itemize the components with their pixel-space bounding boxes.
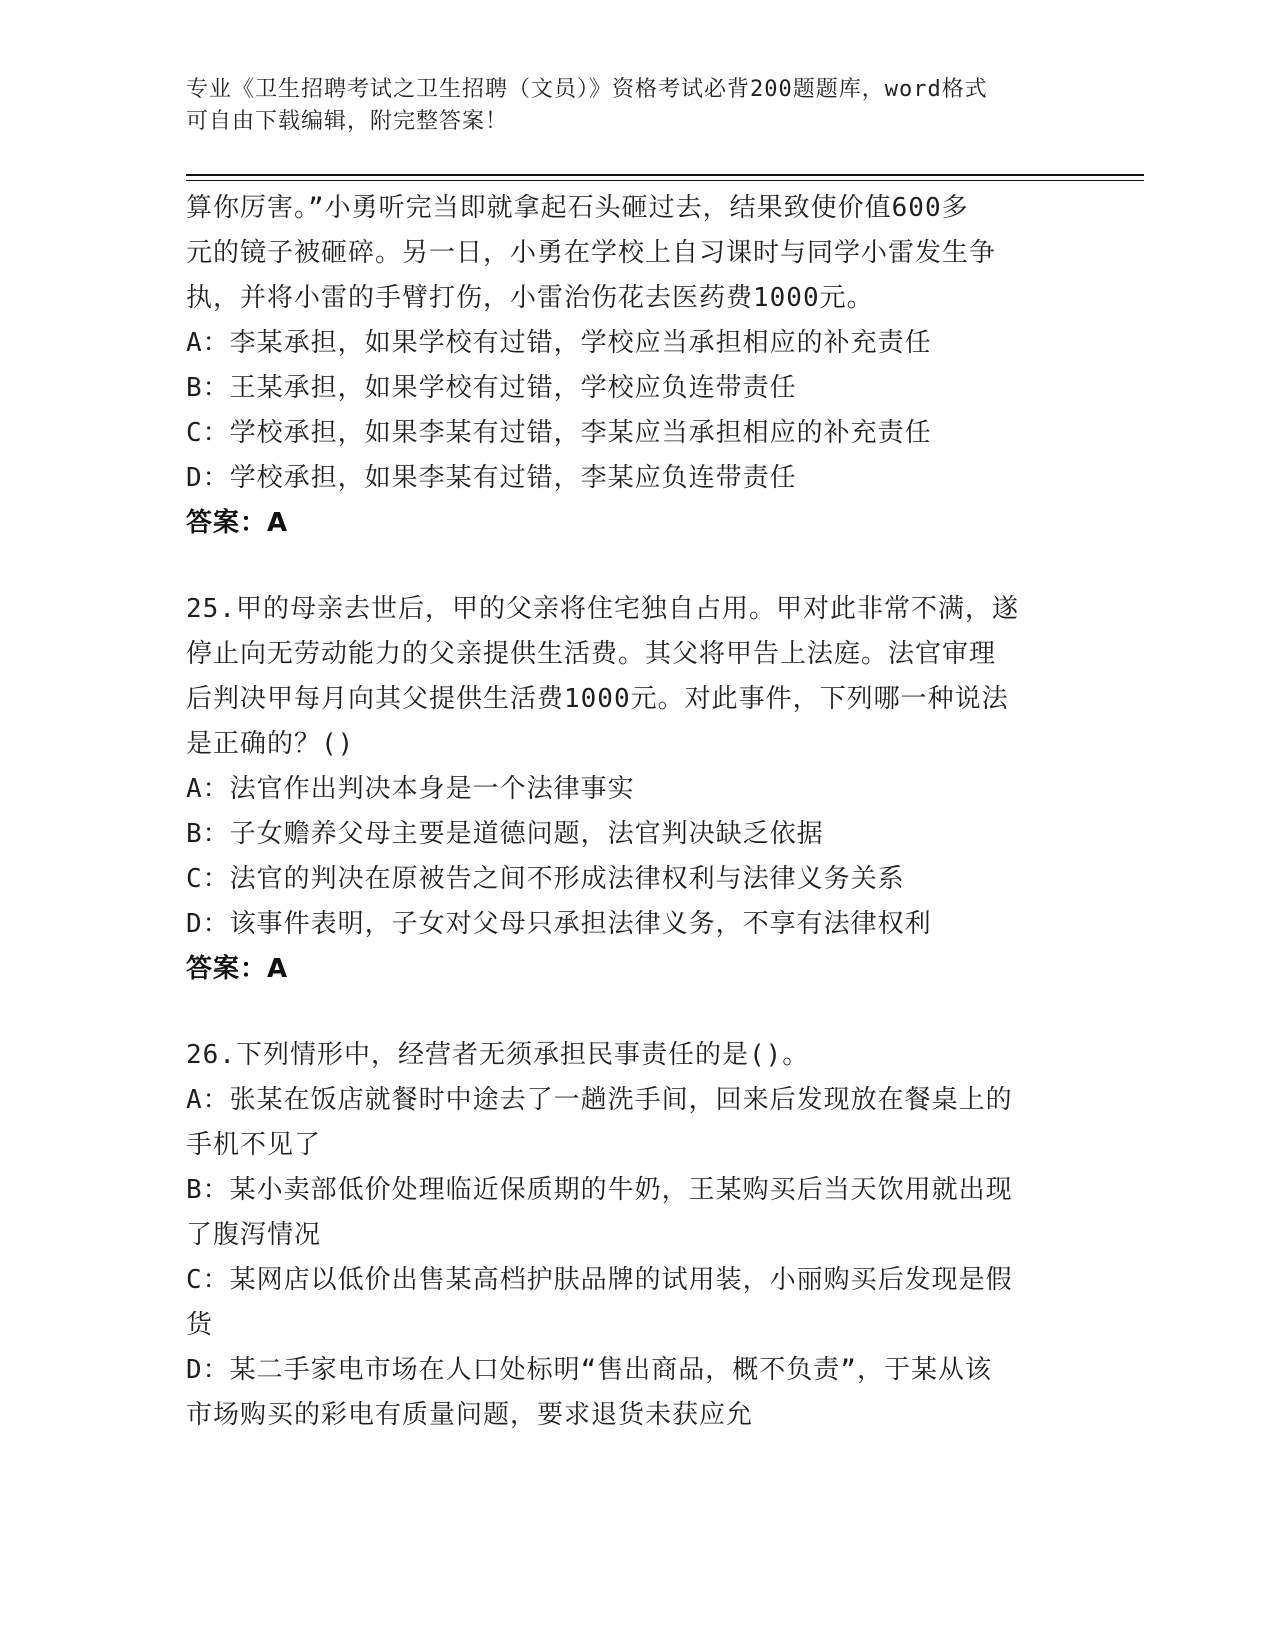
spacer xyxy=(186,546,1076,587)
option-c: C：法官的判决在原被告之间不形成法律权利与法律义务关系 xyxy=(186,864,905,894)
question-stem-line: 后判决甲每月向其父提供生活费1000元。对此事件，下列哪一种说法 xyxy=(186,684,1009,714)
spacer xyxy=(186,992,1076,1033)
header-title-line-1: 专业《卫生招聘考试之卫生招聘（文员）》资格考试必背200题题库，word格式 xyxy=(186,77,988,102)
question-stem-line: 25.甲的母亲去世后，甲的父亲将住宅独自占用。甲对此非常不满，遂 xyxy=(186,594,1019,624)
option-d: D：该事件表明，子女对父母只承担法律义务，不享有法律权利 xyxy=(186,909,932,939)
answer-label: 答案：A xyxy=(186,508,289,538)
answer-label: 答案：A xyxy=(186,954,289,984)
header-divider-thick xyxy=(186,174,1144,176)
question-25 xyxy=(186,587,1076,992)
question-stem-line: 元的镜子被砸碎。另一日，小勇在学校上自习课时与同学小雷发生争 xyxy=(186,238,997,268)
option-b-continued: 了腹泻情况 xyxy=(186,1220,322,1250)
option-a: A：张某在饭店就餐时中途去了一趟洗手间，回来后发现放在餐桌上的 xyxy=(186,1085,1013,1115)
question-stem-line: 算你厉害。”小勇听完当即就拿起石头砸过去，结果致使价值600多 xyxy=(186,193,969,223)
option-b: B：子女赡养父母主要是道德问题，法官判决缺乏依据 xyxy=(186,819,824,849)
header-title-line-2: 可自由下载编辑，附完整答案！ xyxy=(186,109,509,134)
question-stem-line: 是正确的？() xyxy=(186,729,355,759)
option-c-continued: 货 xyxy=(186,1310,214,1340)
option-a-continued: 手机不见了 xyxy=(186,1130,322,1160)
header-divider-thin xyxy=(186,180,1144,181)
option-c: C：学校承担，如果李某有过错，李某应当承担相应的补充责任 xyxy=(186,418,932,448)
question-stem-line: 执，并将小雷的手臂打伤，小雷治伤花去医药费1000元。 xyxy=(186,283,874,313)
question-26 xyxy=(186,1033,1076,1438)
option-d: D：学校承担，如果李某有过错，李某应负连带责任 xyxy=(186,463,797,493)
page-header xyxy=(186,74,1066,138)
option-a: A：李某承担，如果学校有过错，学校应当承担相应的补充责任 xyxy=(186,328,932,358)
question-stem-line: 停止向无劳动能力的父亲提供生活费。其父将甲告上法庭。法官审理 xyxy=(186,639,997,669)
question-24-continuation xyxy=(186,186,1076,546)
question-stem-line: 26.下列情形中，经营者无须承担民事责任的是()。 xyxy=(186,1040,810,1070)
option-b: B：某小卖部低价处理临近保质期的牛奶，王某购买后当天饮用就出现 xyxy=(186,1175,1013,1205)
option-a: A：法官作出判决本身是一个法律事实 xyxy=(186,774,635,804)
option-c: C：某网店以低价出售某高档护肤品牌的试用装，小丽购买后发现是假 xyxy=(186,1265,1013,1295)
option-d: D：某二手家电市场在人口处标明“售出商品，概不负责”，于某从该 xyxy=(186,1355,992,1385)
document-body xyxy=(186,186,1076,1438)
option-b: B：王某承担，如果学校有过错，学校应负连带责任 xyxy=(186,373,797,403)
option-d-continued: 市场购买的彩电有质量问题，要求退货未获应允 xyxy=(186,1400,754,1430)
